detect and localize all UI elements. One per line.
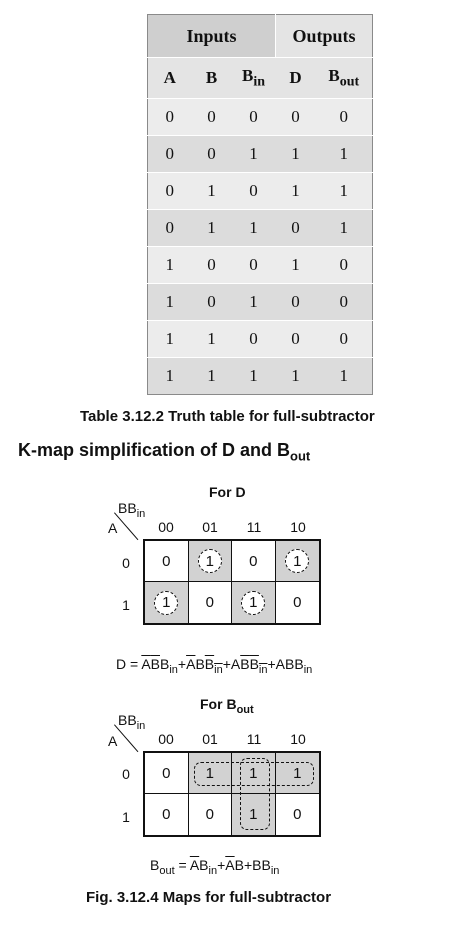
- kmap-bout-row-label: 1: [122, 809, 130, 825]
- kmap-d-row-label: 1: [122, 597, 130, 613]
- table-cell: 0: [232, 247, 276, 284]
- table-cell: 0: [316, 247, 373, 284]
- truth-table: [147, 14, 373, 395]
- kmap-bout-equation: $B_{out} = \overline{A}B_{in}+\overline{A}B+BB_{in}$: [150, 857, 280, 877]
- table-cell: 1: [232, 284, 276, 321]
- table-row: [148, 321, 373, 358]
- column-header-b: B: [192, 58, 232, 99]
- kmap-bout-col-label: 00: [158, 731, 174, 747]
- table-cell: 1: [316, 173, 373, 210]
- table-cell: 1: [276, 173, 316, 210]
- kmap-d-grid: [143, 539, 321, 625]
- table-cell: 1: [316, 136, 373, 173]
- column-header-bout: $B_{out}$: [316, 58, 373, 99]
- kmap-bout-row-label: 0: [122, 766, 130, 782]
- kmap-bout-row-variable: A: [108, 733, 118, 749]
- table-row: [148, 173, 373, 210]
- table-cell: 1: [192, 173, 232, 210]
- kmap-d-col-label: 11: [246, 519, 262, 535]
- minterm-circle: 1: [285, 549, 309, 573]
- table-cell: 0: [148, 136, 192, 173]
- table-cell: 0: [316, 321, 373, 358]
- minterm-circle: 1: [241, 591, 265, 615]
- column-header-bin: $B_{in}$: [232, 58, 276, 99]
- table-cell: 0: [192, 136, 232, 173]
- table-cell: 1: [192, 358, 232, 395]
- table-row: [148, 136, 373, 173]
- kmap-bout-column-variable: $BB_{in}$: [118, 712, 146, 732]
- table-caption: Table 3.12.2 Truth table for full-subtractor: [80, 408, 375, 425]
- kmap-bout-col-label: 01: [202, 731, 218, 747]
- kmap-d-col-label: 10: [290, 519, 306, 535]
- table-cell: 0: [276, 210, 316, 247]
- equation-term: $\overline{A}\overline{B}B_{in}$: [141, 656, 178, 676]
- kmap-cell: 0: [189, 794, 233, 835]
- kmap-cell: 1: [232, 794, 276, 835]
- table-cell: 0: [316, 99, 373, 136]
- table-cell: 1: [192, 210, 232, 247]
- kmap-d-row-label: 0: [122, 555, 130, 571]
- equation-term: $A\overline{B}B_{in}$: [230, 656, 268, 676]
- table-cell: 1: [148, 247, 192, 284]
- table-cell: 1: [148, 358, 192, 395]
- table-cell: 0: [276, 284, 316, 321]
- equation-term: $\overline{A}B$: [225, 857, 244, 873]
- kmap-d-title: For D: [209, 484, 246, 500]
- table-cell: 0: [276, 321, 316, 358]
- column-header-d: D: [276, 58, 316, 99]
- equation-lhs: D: [116, 656, 127, 672]
- table-row: [148, 99, 373, 136]
- table-cell: 1: [232, 136, 276, 173]
- kmap-bout-grid: [143, 751, 321, 837]
- inputs-group-header: Inputs: [148, 15, 276, 58]
- kmap-d-column-variable: $BB_{in}$: [118, 500, 146, 520]
- equation-term: $ABB_{in}$: [275, 656, 313, 676]
- minterm-circle: 1: [154, 591, 178, 615]
- outputs-group-header: Outputs: [276, 15, 373, 58]
- table-row: [148, 210, 373, 247]
- minterm-circle: 1: [198, 549, 222, 573]
- table-cell: 0: [148, 173, 192, 210]
- kmap-cell: 1: [189, 753, 233, 794]
- kmap-d-col-label: 00: [158, 519, 174, 535]
- table-cell: 1: [232, 210, 276, 247]
- kmap-bout-title: For $B_{out}$: [200, 696, 254, 716]
- table-cell: 1: [232, 358, 276, 395]
- table-cell: 1: [316, 210, 373, 247]
- table-cell: 0: [192, 247, 232, 284]
- equation-term: $\overline{A}BB_{in}$: [186, 656, 223, 676]
- table-cell: 0: [148, 210, 192, 247]
- equation-term: $\overline{A}B_{in}$: [189, 857, 218, 877]
- kmap-cell: [276, 541, 320, 582]
- table-cell: 1: [192, 321, 232, 358]
- kmap-cell: 1: [276, 753, 320, 794]
- kmap-cell: 0: [293, 594, 302, 611]
- kmap-cell: 0: [232, 541, 276, 582]
- kmap-bout-col-label: 10: [290, 731, 306, 747]
- table-cell: 0: [232, 321, 276, 358]
- table-cell: 1: [276, 136, 316, 173]
- table-cell: 0: [232, 99, 276, 136]
- section-heading: K-map simplification of D and $B_{out}$: [18, 440, 311, 464]
- table-cell: 1: [148, 321, 192, 358]
- table-cell: 0: [192, 99, 232, 136]
- kmap-d-col-label: 01: [202, 519, 218, 535]
- kmap-cell: [189, 541, 233, 582]
- equation-term: $BB_{in}$: [252, 857, 280, 877]
- kmap-cell: 0: [145, 541, 189, 582]
- figure-caption: Fig. 3.12.4 Maps for full-subtractor: [86, 889, 332, 906]
- kmap-cell: 0: [189, 582, 233, 623]
- kmap-d-row-variable: A: [108, 520, 118, 536]
- table-row: [148, 247, 373, 284]
- table-row: [148, 358, 373, 395]
- kmap-d-equation: $D = \overline{A}\overline{B}B_{in}+\overline{A}BB_{in}+A\overline{B}B_{in}+ABB_{in}$: [116, 656, 313, 676]
- table-cell: 0: [232, 173, 276, 210]
- table-cell: 1: [276, 358, 316, 395]
- kmap-bout-col-label: 11: [246, 731, 262, 747]
- kmap-cell: [145, 582, 189, 623]
- kmap-cell: 1: [232, 753, 276, 794]
- table-cell: 1: [316, 358, 373, 395]
- kmap-cell: 0: [145, 794, 189, 835]
- table-cell: 0: [192, 284, 232, 321]
- table-cell: 0: [316, 284, 373, 321]
- table-cell: 0: [276, 99, 316, 136]
- table-cell: 1: [276, 247, 316, 284]
- kmap-cell: [232, 582, 276, 623]
- kmap-cell: 0: [145, 753, 189, 794]
- equation-lhs: B: [150, 857, 160, 873]
- kmap-cell: 0: [293, 806, 302, 823]
- table-cell: 0: [148, 99, 192, 136]
- column-header-a: A: [148, 58, 192, 99]
- table-cell: 1: [148, 284, 192, 321]
- table-row: [148, 284, 373, 321]
